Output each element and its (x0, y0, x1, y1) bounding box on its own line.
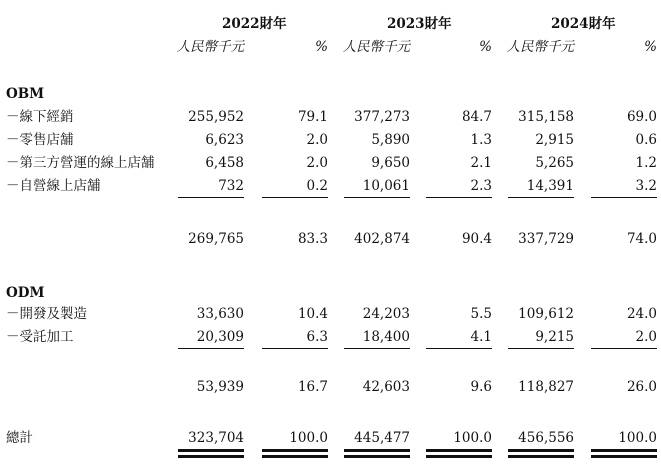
row-label: －受託加工 (6, 329, 74, 345)
cell-value: 6,458 (205, 155, 244, 171)
cell-value: 732 (218, 178, 244, 194)
total-value: 100.0 (453, 430, 492, 446)
total-double-rule (178, 449, 244, 452)
subtotal-value: 90.4 (461, 231, 492, 247)
cell-value: 9,650 (371, 155, 410, 171)
subtotal-rule (344, 197, 410, 198)
cell-value: 0.6 (635, 132, 657, 148)
row-label: －自營線上店舗 (6, 178, 101, 194)
cell-value: 6,623 (205, 132, 244, 148)
total-double-rule (591, 449, 657, 452)
total-value: 445,477 (354, 430, 410, 446)
odm-section-title: ODM (6, 285, 45, 301)
subtotal-rule (344, 348, 410, 349)
cell-value: 2.0 (306, 155, 328, 171)
subtotal-value: 402,874 (354, 231, 410, 247)
cell-value: 6.3 (306, 329, 328, 345)
subtotal-value: 337,729 (518, 231, 574, 247)
cell-value: 79.1 (297, 109, 328, 125)
cell-value: 14,391 (526, 178, 574, 194)
total-double-rule (344, 449, 410, 452)
cell-value: 69.0 (626, 109, 657, 125)
subtotal-value: 118,827 (518, 379, 574, 395)
row-label: －零售店舗 (6, 132, 74, 148)
cell-value: 24.0 (626, 306, 657, 322)
subtotal-rule (508, 348, 574, 349)
subtotal-rule (426, 348, 492, 349)
cell-value: 5,265 (535, 155, 574, 171)
total-value: 100.0 (289, 430, 328, 446)
total-double-rule (426, 455, 492, 458)
obm-section-title: OBM (6, 86, 45, 102)
total-double-rule (262, 449, 328, 452)
subtotal-value: 26.0 (626, 379, 657, 395)
cell-value: 10,061 (362, 178, 410, 194)
year-2022-header: 2022財年 (222, 16, 287, 32)
subtotal-value: 269,765 (188, 231, 244, 247)
total-value: 100.0 (618, 430, 657, 446)
row-label: －第三方營運的線上店舗 (6, 155, 155, 171)
subtotal-value: 74.0 (626, 231, 657, 247)
cell-value: 1.3 (470, 132, 492, 148)
cell-value: 255,952 (188, 109, 244, 125)
pct-label-2024: % (644, 39, 657, 55)
subtotal-value: 53,939 (196, 379, 244, 395)
subtotal-rule (591, 348, 657, 349)
cell-value: 2,915 (535, 132, 574, 148)
cell-value: 33,630 (196, 306, 244, 322)
cell-value: 5,890 (371, 132, 410, 148)
year-2023-header: 2023財年 (387, 16, 452, 32)
subtotal-rule (178, 197, 244, 198)
year-2024-header: 2024財年 (551, 16, 616, 32)
cell-value: 2.1 (470, 155, 492, 171)
subtotal-value: 42,603 (362, 379, 410, 395)
unit-label-2023: 人民幣千元 (342, 39, 410, 55)
total-double-rule (344, 455, 410, 458)
cell-value: 84.7 (461, 109, 492, 125)
total-double-rule (591, 455, 657, 458)
subtotal-rule (178, 348, 244, 349)
cell-value: 315,158 (518, 109, 574, 125)
cell-value: 2.0 (306, 132, 328, 148)
total-double-rule (262, 455, 328, 458)
pct-label-2023: % (479, 39, 492, 55)
cell-value: 18,400 (362, 329, 410, 345)
total-value: 456,556 (518, 430, 574, 446)
row-label: －開發及製造 (6, 306, 87, 322)
subtotal-rule (262, 197, 328, 198)
subtotal-value: 16.7 (297, 379, 328, 395)
cell-value: 109,612 (518, 306, 574, 322)
subtotal-rule (426, 197, 492, 198)
pct-label-2022: % (315, 39, 328, 55)
cell-value: 2.3 (470, 178, 492, 194)
subtotal-value: 9.6 (470, 379, 492, 395)
total-value: 323,704 (188, 430, 244, 446)
cell-value: 24,203 (362, 306, 410, 322)
cell-value: 1.2 (635, 155, 657, 171)
cell-value: 5.5 (470, 306, 492, 322)
cell-value: 20,309 (196, 329, 244, 345)
unit-label-2024: 人民幣千元 (506, 39, 574, 55)
subtotal-rule (508, 197, 574, 198)
total-double-rule (178, 455, 244, 458)
unit-label-2022: 人民幣千元 (176, 39, 244, 55)
subtotal-value: 83.3 (297, 231, 328, 247)
total-label: 總計 (6, 430, 33, 446)
cell-value: 2.0 (635, 329, 657, 345)
cell-value: 3.2 (635, 178, 657, 194)
cell-value: 10.4 (297, 306, 328, 322)
subtotal-rule (591, 197, 657, 198)
subtotal-rule (262, 348, 328, 349)
total-double-rule (426, 449, 492, 452)
total-double-rule (508, 449, 574, 452)
cell-value: 377,273 (354, 109, 410, 125)
cell-value: 0.2 (306, 178, 328, 194)
cell-value: 9,215 (535, 329, 574, 345)
total-double-rule (508, 455, 574, 458)
row-label: －線下經銷 (6, 109, 74, 125)
cell-value: 4.1 (470, 329, 492, 345)
